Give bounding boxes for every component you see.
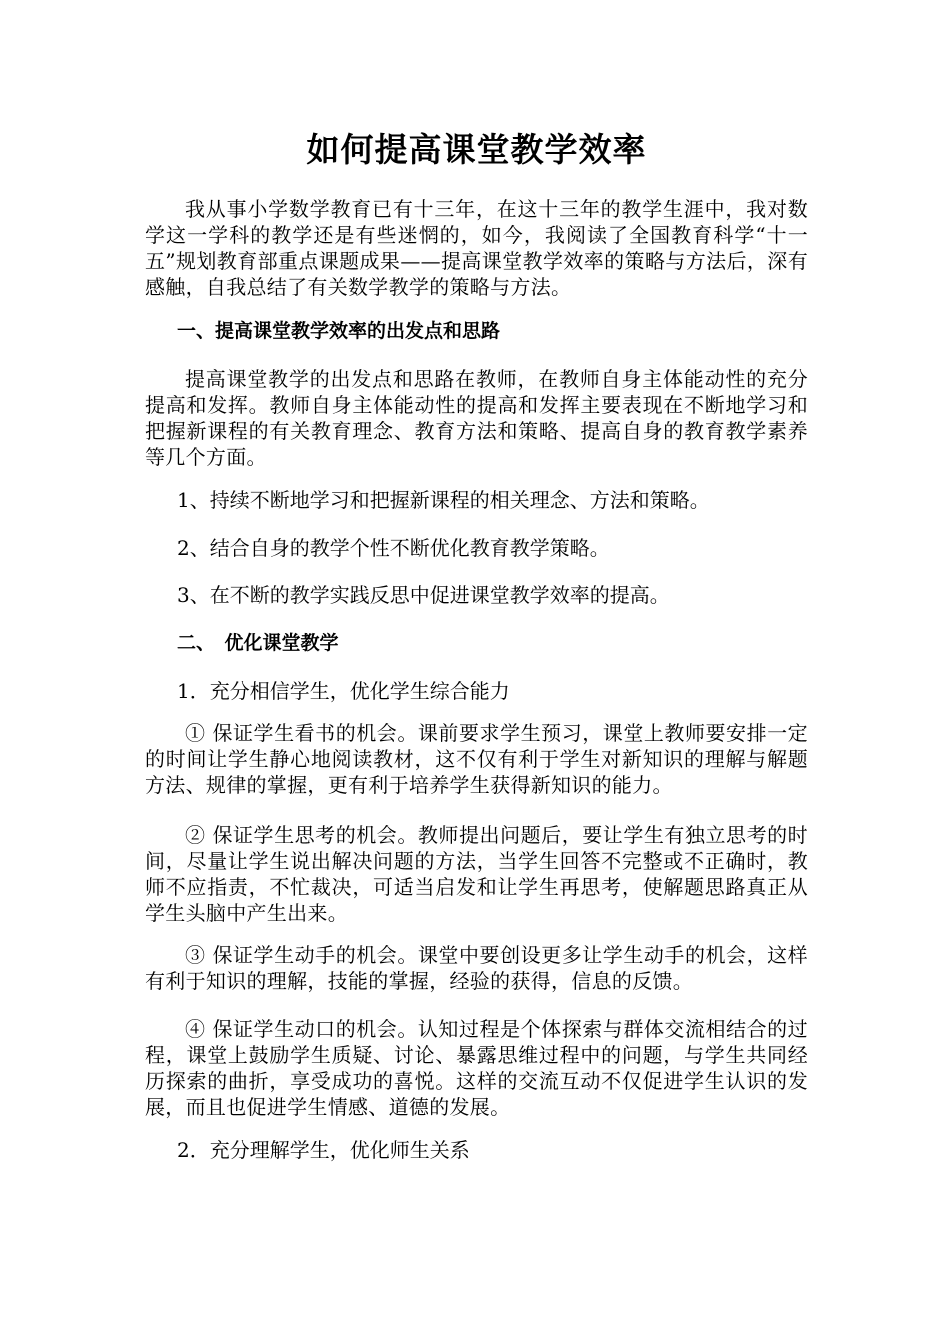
subheading-1: 1．充分相信学生，优化学生综合能力	[177, 679, 510, 703]
list-item: 2、结合自身的教学个性不断优化教育教学策略。	[177, 536, 610, 560]
section1-paragraph: 提高课堂教学的出发点和思路在教师，在教师自身主体能动性的充分提高和发挥。教师自身主体能动性的提高和发挥主要表现在不断地学习和把握新课程的有关教育理念、教育方法和策略、提高自身的教育教学素养等几个方面。	[145, 367, 808, 469]
list-item: 3、在不断的教学实践反思中促进课堂教学效率的提高。	[177, 583, 670, 607]
section-heading-2: 二、 优化课堂教学	[177, 632, 339, 654]
subheading-2: 2．充分理解学生，优化师生关系	[177, 1138, 470, 1162]
point-paragraph: ③ 保证学生动手的机会。课堂中要创设更多让学生动手的机会，这样有利于知识的理解，技能的掌握，经验的获得，信息的反馈。	[145, 943, 808, 993]
list-item: 1、持续不断地学习和把握新课程的相关理念、方法和策略。	[177, 488, 710, 512]
point-paragraph: ① 保证学生看书的机会。课前要求学生预习，课堂上教师要安排一定的时间让学生静心地阅读教材，这不仅有利于学生对新知识的理解与解题方法、规律的掌握，更有利于培养学生获得新知识的能力。	[145, 721, 808, 797]
document-title: 如何提高课堂教学效率	[306, 130, 647, 169]
point-paragraph: ④ 保证学生动口的机会。认知过程是个体探索与群体交流相结合的过程，课堂上鼓励学生质疑、讨论、暴露思维过程中的问题，与学生共同经历探索的曲折，享受成功的喜悦。这样的交流互动不仅促进学生认识的发展，而且也促进学生情感、道德的发展。	[145, 1017, 808, 1119]
point-paragraph: ② 保证学生思考的机会。教师提出问题后，要让学生有独立思考的时间，尽量让学生说出解决问题的方法，当学生回答不完整或不正确时，教师不应指责，不忙裁决，可适当启发和让学生再思考，使解题思路真正从学生头脑中产生出来。	[145, 823, 808, 925]
intro-paragraph: 我从事小学数学教育已有十三年，在这十三年的教学生涯中，我对数学这一学科的教学还是有些迷惘的，如今，我阅读了全国教育科学“十一五”规划教育部重点课题成果——提高课堂教学效率的策略与方法后，深有感触，自我总结了有关数学教学的策略与方法。	[145, 197, 808, 299]
section-heading-1: 一、提高课堂教学效率的出发点和思路	[177, 320, 501, 342]
